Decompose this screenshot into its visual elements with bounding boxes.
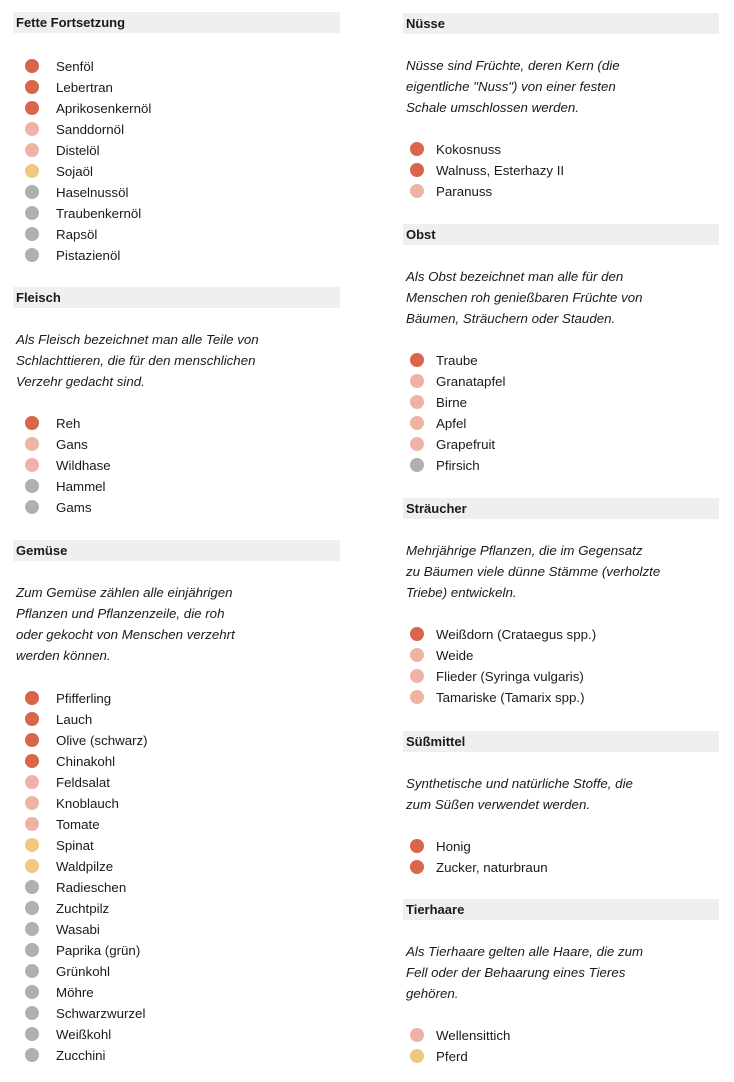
item-label: Pfirsich [436, 458, 480, 473]
section-description-suessmittel [406, 773, 726, 815]
section-header-fleisch: Fleisch [13, 287, 340, 308]
description-line: Fell oder der Behaarung eines Tieres [406, 965, 626, 980]
section-header-obst: Obst [403, 224, 719, 245]
description-line: oder gekocht von Menschen verzehrt [16, 627, 235, 642]
item-label: Paprika (grün) [56, 943, 141, 958]
list-item [0, 709, 360, 730]
section-list-gemuese [0, 688, 360, 1066]
item-label: Hammel [56, 479, 106, 494]
list-item [0, 814, 360, 835]
list-item [0, 730, 360, 751]
list-item [0, 476, 360, 497]
status-dot-high-icon [410, 839, 424, 853]
item-label: Sojaöl [56, 164, 93, 179]
item-label: Tamariske (Tamarix spp.) [436, 690, 585, 705]
item-label: Traube [436, 353, 478, 368]
item-label: Pfifferling [56, 691, 112, 706]
list-item [0, 856, 360, 877]
description-line: Nüsse sind Früchte, deren Kern (die [406, 58, 620, 73]
section-description-fleisch [16, 329, 336, 392]
status-dot-high-icon [410, 860, 424, 874]
list-item [0, 245, 360, 266]
item-label: Wildhase [56, 458, 111, 473]
description-line: Schale umschlossen werden. [406, 100, 579, 115]
section-header-straeucher: Sträucher [403, 498, 719, 519]
list-item [0, 772, 360, 793]
status-dot-neutral-icon [25, 880, 39, 894]
list-item [393, 350, 734, 371]
status-dot-neutral-icon [25, 479, 39, 493]
list-item [0, 961, 360, 982]
section-description-obst [406, 266, 726, 329]
list-item [0, 835, 360, 856]
item-label: Senföl [56, 59, 94, 74]
status-dot-neutral-icon [25, 964, 39, 978]
item-label: Flieder (Syringa vulgaris) [436, 669, 584, 684]
status-dot-medium-icon [410, 416, 424, 430]
item-label: Zucker, naturbraun [436, 860, 548, 875]
list-item [0, 413, 360, 434]
status-dot-neutral-icon [25, 1006, 39, 1020]
item-label: Weißdorn (Crataegus spp.) [436, 627, 597, 642]
list-item [393, 645, 734, 666]
item-label: Haselnussöl [56, 185, 129, 200]
list-item [393, 1046, 734, 1067]
section-description-tierhaare [406, 941, 726, 1004]
item-label: Weißkohl [56, 1027, 112, 1042]
description-line: Synthetische und natürliche Stoffe, die [406, 776, 633, 791]
item-label: Radieschen [56, 880, 127, 895]
description-line: werden können. [16, 648, 111, 663]
list-item [0, 161, 360, 182]
list-item [393, 160, 734, 181]
list-item [393, 371, 734, 392]
list-item [0, 182, 360, 203]
list-item [393, 857, 734, 878]
list-item [0, 434, 360, 455]
list-item [0, 793, 360, 814]
section-list-straeucher [393, 624, 734, 708]
description-line: Bäumen, Sträuchern oder Stauden. [406, 311, 616, 326]
section-description-gemuese [16, 582, 336, 666]
status-dot-medium-icon [410, 184, 424, 198]
section-list-suessmittel [393, 836, 734, 878]
item-label: Traubenkernöl [56, 206, 142, 221]
item-label: Zuchtpilz [56, 901, 110, 916]
section-header-nuesse: Nüsse [403, 13, 719, 34]
status-dot-neutral-icon [25, 1027, 39, 1041]
status-dot-medium-icon [410, 437, 424, 451]
description-line: Mehrjährige Pflanzen, die im Gegensatz [406, 543, 643, 558]
status-dot-medium-icon [25, 458, 39, 472]
description-line: eigentliche "Nuss") von einer festen [406, 79, 616, 94]
item-label: Weide [436, 648, 474, 663]
description-line: Zum Gemüse zählen alle einjährigen [16, 585, 233, 600]
status-dot-neutral-icon [25, 1048, 39, 1062]
section-description-straeucher [406, 540, 726, 603]
section-list-nuesse [393, 139, 734, 202]
status-dot-high-icon [410, 627, 424, 641]
list-item [393, 624, 734, 645]
list-item [393, 687, 734, 708]
item-label: Zucchini [56, 1048, 106, 1063]
status-dot-high-icon [25, 59, 39, 73]
item-label: Grünkohl [56, 964, 110, 979]
status-dot-medium-icon [25, 775, 39, 789]
list-item [0, 1024, 360, 1045]
item-label: Pistazienöl [56, 248, 121, 263]
list-item [0, 119, 360, 140]
list-item [0, 1045, 360, 1066]
list-item [393, 413, 734, 434]
item-label: Spinat [56, 838, 94, 853]
item-label: Chinakohl [56, 754, 116, 769]
item-label: Lauch [56, 712, 93, 727]
description-line: Menschen roh genießbaren Früchte von [406, 290, 643, 305]
list-item [393, 181, 734, 202]
list-item [0, 98, 360, 119]
list-item [0, 1003, 360, 1024]
list-item [393, 434, 734, 455]
status-dot-medium-icon [410, 1028, 424, 1042]
status-dot-high-icon [25, 101, 39, 115]
status-dot-high-icon [25, 691, 39, 705]
description-line: Als Tierhaare gelten alle Haare, die zum [406, 944, 644, 959]
status-dot-high-icon [410, 163, 424, 177]
status-dot-medium-icon [410, 669, 424, 683]
list-item [0, 982, 360, 1003]
item-label: Waldpilze [56, 859, 114, 874]
item-label: Paranuss [436, 184, 493, 199]
section-header-gemuese: Gemüse [13, 540, 340, 561]
item-label: Tomate [56, 817, 100, 832]
item-label: Aprikosenkernöl [56, 101, 152, 116]
item-label: Gans [56, 437, 88, 452]
status-dot-medium-icon [410, 648, 424, 662]
item-label: Sanddornöl [56, 122, 125, 137]
list-item [0, 877, 360, 898]
item-label: Grapefruit [436, 437, 496, 452]
status-dot-high-icon [25, 712, 39, 726]
section-header-suessmittel: Süßmittel [403, 731, 719, 752]
description-line: gehören. [406, 986, 459, 1001]
status-dot-high-icon [410, 142, 424, 156]
item-label: Granatapfel [436, 374, 506, 389]
list-item [0, 140, 360, 161]
description-line: Als Obst bezeichnet man alle für den [406, 269, 624, 284]
item-label: Honig [436, 839, 471, 854]
item-label: Knoblauch [56, 796, 119, 811]
description-line: Triebe) entwickeln. [406, 585, 517, 600]
status-dot-high-icon [410, 353, 424, 367]
status-dot-medium-icon [410, 374, 424, 388]
item-label: Distelöl [56, 143, 100, 158]
description-line: Pflanzen und Pflanzenzeile, die roh [16, 606, 225, 621]
status-dot-yellow-icon [25, 164, 39, 178]
item-label: Gams [56, 500, 92, 515]
list-item [393, 392, 734, 413]
status-dot-neutral-icon [25, 206, 39, 220]
item-label: Kokosnuss [436, 142, 502, 157]
status-dot-neutral-icon [25, 500, 39, 514]
status-dot-medium-icon [25, 122, 39, 136]
description-line: zum Süßen verwendet werden. [406, 797, 591, 812]
list-item [0, 497, 360, 518]
section-list-tierhaare [393, 1025, 734, 1067]
list-item [0, 224, 360, 245]
description-line: zu Bäumen viele dünne Stämme (verholzte [406, 564, 661, 579]
list-item [0, 77, 360, 98]
item-label: Lebertran [56, 80, 113, 95]
list-item [0, 56, 360, 77]
status-dot-neutral-icon [25, 227, 39, 241]
item-label: Apfel [436, 416, 467, 431]
list-item [0, 203, 360, 224]
list-item [393, 1025, 734, 1046]
item-label: Wellensittich [436, 1028, 511, 1043]
section-header-fette: Fette Fortsetzung [13, 12, 340, 33]
list-item [0, 898, 360, 919]
list-item [0, 919, 360, 940]
item-label: Möhre [56, 985, 94, 1000]
status-dot-medium-icon [410, 690, 424, 704]
status-dot-yellow-icon [25, 859, 39, 873]
status-dot-neutral-icon [25, 248, 39, 262]
description-line: Schlachttieren, die für den menschlichen [16, 353, 256, 368]
list-item [393, 666, 734, 687]
list-item [393, 836, 734, 857]
status-dot-neutral-icon [25, 922, 39, 936]
item-label: Birne [436, 395, 468, 410]
item-label: Wasabi [56, 922, 100, 937]
status-dot-medium-icon [410, 395, 424, 409]
status-dot-neutral-icon [410, 458, 424, 472]
status-dot-yellow-icon [410, 1049, 424, 1063]
list-item [0, 751, 360, 772]
section-header-tierhaare: Tierhaare [403, 899, 719, 920]
status-dot-neutral-icon [25, 901, 39, 915]
section-list-fette [0, 56, 360, 266]
description-line: Als Fleisch bezeichnet man alle Teile von [16, 332, 259, 347]
status-dot-high-icon [25, 733, 39, 747]
section-list-fleisch [0, 413, 360, 518]
section-list-obst [393, 350, 734, 476]
status-dot-medium-icon [25, 817, 39, 831]
list-item [393, 455, 734, 476]
status-dot-medium-icon [25, 437, 39, 451]
status-dot-neutral-icon [25, 985, 39, 999]
list-item [393, 139, 734, 160]
status-dot-high-icon [25, 754, 39, 768]
item-label: Pferd [436, 1049, 468, 1064]
item-label: Schwarzwurzel [56, 1006, 146, 1021]
status-dot-neutral-icon [25, 185, 39, 199]
status-dot-neutral-icon [25, 943, 39, 957]
item-label: Rapsöl [56, 227, 98, 242]
list-item [0, 688, 360, 709]
item-label: Feldsalat [56, 775, 110, 790]
status-dot-yellow-icon [25, 838, 39, 852]
item-label: Olive (schwarz) [56, 733, 148, 748]
section-description-nuesse [406, 55, 726, 118]
list-item [0, 940, 360, 961]
status-dot-medium-icon [25, 796, 39, 810]
item-label: Walnuss, Esterhazy II [436, 163, 565, 178]
status-dot-high-icon [25, 80, 39, 94]
list-item [0, 455, 360, 476]
status-dot-medium-icon [25, 143, 39, 157]
description-line: Verzehr gedacht sind. [16, 374, 145, 389]
item-label: Reh [56, 416, 81, 431]
status-dot-high-icon [25, 416, 39, 430]
